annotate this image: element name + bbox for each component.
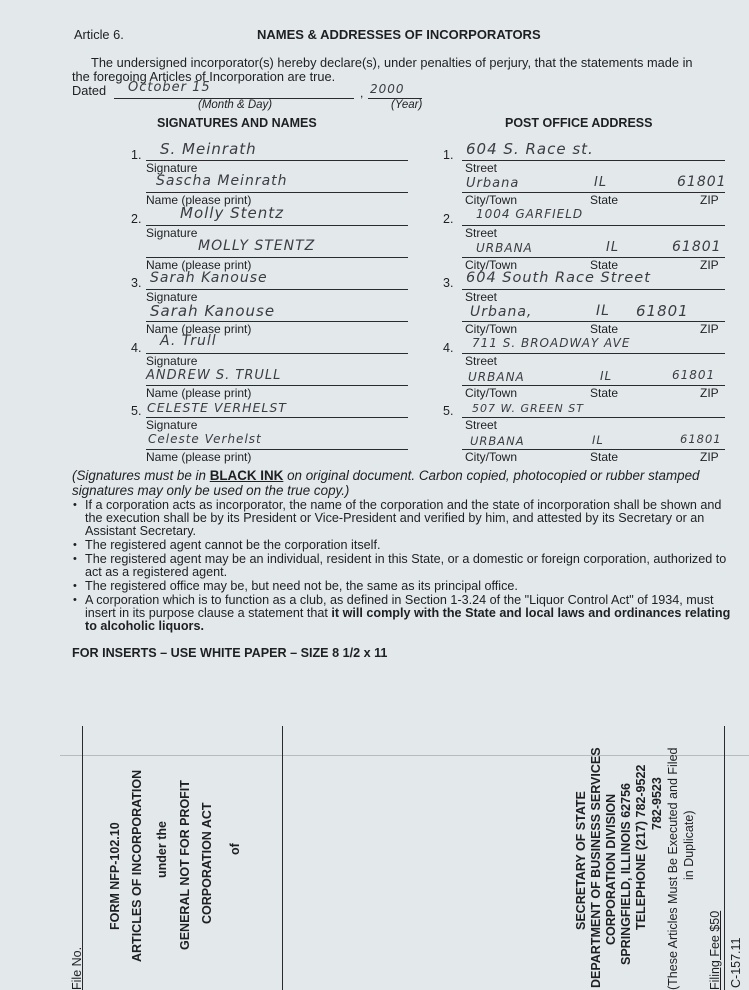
zip-field[interactable]: 61801: [672, 239, 722, 255]
city-field[interactable]: Urbana: [466, 176, 520, 191]
zip-label: ZIP: [700, 258, 719, 272]
instructions-list: [72, 499, 732, 634]
zip-field[interactable]: 61801: [636, 302, 689, 320]
signature-label: Signature: [146, 161, 198, 175]
state-field[interactable]: IL: [606, 240, 620, 255]
street-field[interactable]: 507 W. GREEN ST: [472, 402, 584, 415]
row-number: 4.: [131, 341, 142, 355]
signatures-heading: SIGNATURES AND NAMES: [157, 116, 317, 130]
state-label: State: [590, 193, 619, 207]
instruction-item: [72, 594, 732, 633]
signature-field[interactable]: CELESTE VERHELST: [147, 400, 287, 415]
street-line: [462, 417, 725, 418]
instruction-item: • If a corporation acts as incorporator, the name of the corporation and the state of incorporation shall be shown and the execution shall be by its President or Vice-President and verified by him, and attested by its Secretary or an Assistant Secretary.: [72, 499, 732, 538]
month-day-caption: (Month & Day): [198, 99, 273, 111]
street-label: Street: [465, 290, 498, 304]
street-field[interactable]: 604 South Race Street: [466, 270, 651, 286]
city-label: City/Town: [465, 386, 518, 400]
state-field[interactable]: IL: [594, 175, 608, 190]
of-label: of: [228, 843, 242, 855]
instruction-item: • The registered agent cannot be the corporation itself.: [72, 539, 732, 552]
city-label: City/Town: [465, 193, 518, 207]
name-field[interactable]: Sarah Kanouse: [150, 302, 276, 320]
row-number: 5.: [443, 404, 454, 418]
state-label: State: [590, 258, 619, 272]
signature-label: Signature: [146, 418, 198, 432]
file-divider-right: [282, 726, 283, 990]
sos-phone2: 782-9523: [650, 777, 664, 830]
zip-field[interactable]: 61801: [680, 432, 722, 446]
zip-label: ZIP: [700, 386, 719, 400]
state-label: State: [590, 450, 619, 464]
state-field[interactable]: IL: [600, 369, 613, 383]
name-field[interactable]: MOLLY STENTZ: [198, 238, 316, 254]
file-number-label: File No.: [70, 946, 84, 990]
signature-field[interactable]: A. Trull: [160, 333, 217, 349]
inserts-note: FOR INSERTS – USE WHITE PAPER – SIZE 8 1/2 x 11: [72, 646, 388, 660]
ink-post: on original document. Carbon copied, photocopied or rubber stamped: [283, 468, 700, 483]
city-label: City/Town: [465, 322, 518, 336]
street-line: [462, 353, 725, 354]
duplicate-note2: in Duplicate): [682, 810, 696, 880]
street-field[interactable]: 604 S. Race st.: [466, 140, 594, 158]
row-number: 1.: [131, 148, 142, 162]
filing-fee: Filing Fee $50: [708, 910, 722, 990]
city-field[interactable]: URBANA: [468, 370, 525, 384]
street-label: Street: [465, 161, 498, 175]
zip-label: ZIP: [700, 322, 719, 336]
row-number: 3.: [443, 276, 454, 290]
club-text: A corporation which is to function as a club, as defined in Section 1-3.24 of the "Liquor Control Act" of 1934, must insert in its purpose clause a statement that: [85, 593, 714, 620]
city-label: City/Town: [465, 450, 518, 464]
street-line: [462, 160, 725, 161]
ink-line2: signatures may only be used on the true copy.): [72, 483, 350, 498]
zip-label: ZIP: [700, 193, 719, 207]
city-field[interactable]: URBANA: [470, 434, 525, 448]
fold-line: [60, 755, 749, 756]
month-day-field[interactable]: October 15: [128, 80, 211, 95]
name-label: Name (please print): [146, 386, 252, 400]
state-field[interactable]: IL: [596, 303, 610, 319]
club-bold-text: it will comply with the State and local laws and ordinances relating to alcoholic liquors.: [85, 606, 731, 633]
signature-label: Signature: [146, 226, 198, 240]
city-field[interactable]: Urbana,: [470, 304, 533, 320]
form-number: FORM NFP-102.10: [108, 822, 122, 930]
row-number: 2.: [443, 212, 454, 226]
name-label: Name (please print): [146, 258, 252, 272]
street-label: Street: [465, 226, 498, 240]
signature-field[interactable]: Molly Stentz: [180, 204, 284, 222]
street-field[interactable]: 711 S. BROADWAY AVE: [472, 336, 631, 350]
name-field[interactable]: ANDREW S. TRULL: [146, 368, 282, 383]
row-number: 4.: [443, 341, 454, 355]
declaration-line1: The undersigned incorporator(s) hereby declare(s), under penalties of perjury, that the statements made in: [91, 55, 693, 70]
name-label: Name (please print): [146, 193, 252, 207]
signature-label: Signature: [146, 290, 198, 304]
year-field[interactable]: 2000: [370, 82, 405, 96]
street-label: Street: [465, 354, 498, 368]
state-label: State: [590, 322, 619, 336]
row-number: 3.: [131, 276, 142, 290]
state-field[interactable]: IL: [592, 433, 604, 447]
declaration-line2: the foregoing Articles of Incorporation are true.: [72, 69, 336, 84]
sos-line2: DEPARTMENT OF BUSINESS SERVICES: [589, 747, 603, 988]
row-number: 1.: [443, 148, 454, 162]
street-line: [462, 225, 725, 226]
signature-label: Signature: [146, 354, 198, 368]
address-heading: POST OFFICE ADDRESS: [505, 116, 653, 130]
instruction-item: • The registered agent may be an individual, resident in this State, or a domestic or foreign corporation, authorized to act as a registered agent.: [72, 553, 732, 579]
zip-field[interactable]: 61801: [677, 174, 727, 190]
ink-pre: (Signatures must be in: [72, 468, 210, 483]
dated-label: Dated: [72, 83, 107, 98]
sos-line1: SECRETARY OF STATE: [574, 791, 588, 930]
under-the: under the: [155, 821, 169, 878]
page-title: NAMES & ADDRESSES OF INCORPORATORS: [257, 27, 541, 42]
street-field[interactable]: 1004 GARFIELD: [476, 207, 584, 221]
city-field[interactable]: URBANA: [476, 241, 533, 255]
instruction-item: • The registered office may be, but need not be, the same as its principal office.: [72, 580, 732, 593]
fee-divider: [724, 726, 725, 990]
form-code: C-157.11: [729, 937, 743, 988]
zip-field[interactable]: 61801: [672, 368, 716, 382]
duplicate-note: (These Articles Must Be Executed and Filed: [666, 747, 680, 990]
year-caption: (Year): [391, 99, 423, 111]
name-field[interactable]: Celeste Verhelst: [148, 432, 262, 446]
comma: ,: [360, 86, 364, 100]
article-number: Article 6.: [74, 27, 124, 42]
street-label: Street: [465, 418, 498, 432]
state-label: State: [590, 386, 619, 400]
sos-phone: TELEPHONE (217) 782-9522: [634, 764, 648, 930]
name-label: Name (please print): [146, 450, 252, 464]
zip-label: ZIP: [700, 450, 719, 464]
ink-emphasis: BLACK INK: [209, 468, 284, 483]
act-line1: GENERAL NOT FOR PROFIT: [178, 780, 192, 950]
articles-title: ARTICLES OF INCORPORATION: [130, 769, 144, 962]
sos-line3: CORPORATION DIVISION: [604, 793, 618, 945]
signature-field[interactable]: S. Meinrath: [160, 140, 257, 158]
row-number: 2.: [131, 212, 142, 226]
name-label: Name (please print): [146, 322, 252, 336]
city-label: City/Town: [465, 258, 518, 272]
act-line2: CORPORATION ACT: [200, 802, 214, 924]
street-line: [462, 289, 725, 290]
name-field[interactable]: Sascha Meinrath: [156, 173, 288, 189]
signature-field[interactable]: Sarah Kanouse: [150, 270, 268, 286]
row-number: 5.: [131, 404, 142, 418]
black-ink-notice: [72, 468, 732, 498]
sos-line4: SPRINGFIELD, ILLINOIS 62756: [619, 783, 633, 965]
